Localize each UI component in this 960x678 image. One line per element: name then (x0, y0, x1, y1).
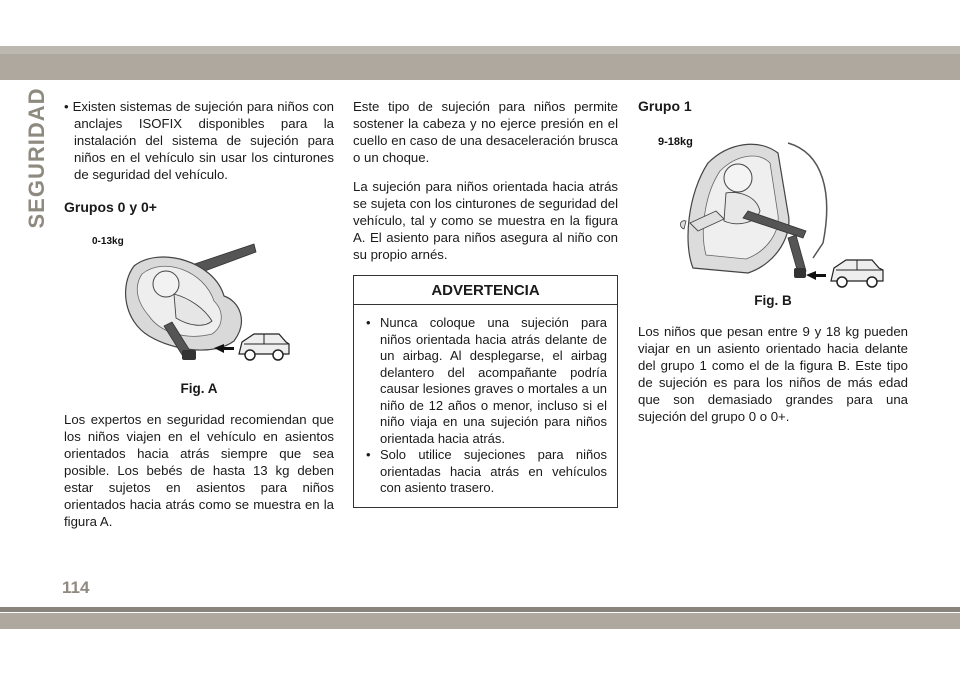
header-band (0, 46, 960, 80)
figure-b-weight-label: 9-18kg (658, 136, 693, 148)
figure-a (64, 226, 329, 376)
warning-box (353, 275, 618, 508)
heading-grupo-1: Grupo 1 (638, 98, 692, 114)
footer-band (0, 613, 960, 629)
column-2 (353, 98, 618, 508)
figure-b-illustration (638, 123, 908, 288)
rear-facing-paragraph: Los expertos en seguridad recomiendan que los niños viajen en el vehículo en asientos orientados hacia atrás siempre que sea posible. Los bebés de hasta 13 kg deben estar sujetos en asientos para niños orientados hacia atrás como se muestra en la figura A. (64, 412, 334, 529)
figure-a-weight-label: 0-13kg (92, 236, 124, 247)
warning-item: • Solo utilice sujeciones para niños orientadas hacia atrás en vehículos con asiento trasero. (364, 447, 607, 497)
figure-b-caption: Fig. B (754, 293, 792, 308)
warning-title: ADVERTENCIA (354, 276, 617, 305)
head-support-paragraph: Este tipo de sujeción para niños permite sostener la cabeza y no ejerce presión en el cuello en caso de una desaceleración brusca o un choque. (353, 99, 618, 165)
section-tab-label: SEGURIDAD (24, 87, 49, 229)
column-3 (638, 98, 908, 437)
figure-a-caption: Fig. A (180, 381, 218, 396)
column-1 (64, 98, 334, 542)
footer-rule (0, 607, 960, 612)
heading-grupos-0: Grupos 0 y 0+ (64, 199, 157, 215)
belt-attachment-paragraph: La sujeción para niños orientada hacia atrás se sujeta con los cinturones de seguridad del vehículo, tal y como se muestra en la figura A. El asiento para niños asegura al niño con su propio arnés. (353, 179, 618, 262)
warning-list (354, 315, 617, 497)
isofix-bullet: • Existen sistemas de sujeción para niños con anclajes ISOFIX disponibles para la instalación del sistema de sujeción para niños en el vehículo sin usar los cinturones de seguridad del vehículo. (64, 99, 334, 182)
section-tab (22, 87, 52, 229)
warning-item: • Nunca coloque una sujeción para niños orientada hacia atrás delante de un airbag. Al desplegarse, el airbag delantero del acompañante podría causar lesiones graves o mortales a un niño de 12 años o menor, incluso si el niño viaja en una sujeción para niños orientada hacia atrás. (364, 315, 607, 447)
figure-b (638, 123, 908, 288)
forward-facing-paragraph: Los niños que pesan entre 9 y 18 kg pueden viajar en un asiento orientado hacia delante del grupo 1 como el de la figura B. Este tipo de sujeción es para los niños de más edad que son demasiado grandes para una sujeción del grupo 0 o 0+. (638, 324, 908, 424)
figure-a-illustration (64, 226, 329, 376)
page-number: 114 (62, 578, 90, 597)
